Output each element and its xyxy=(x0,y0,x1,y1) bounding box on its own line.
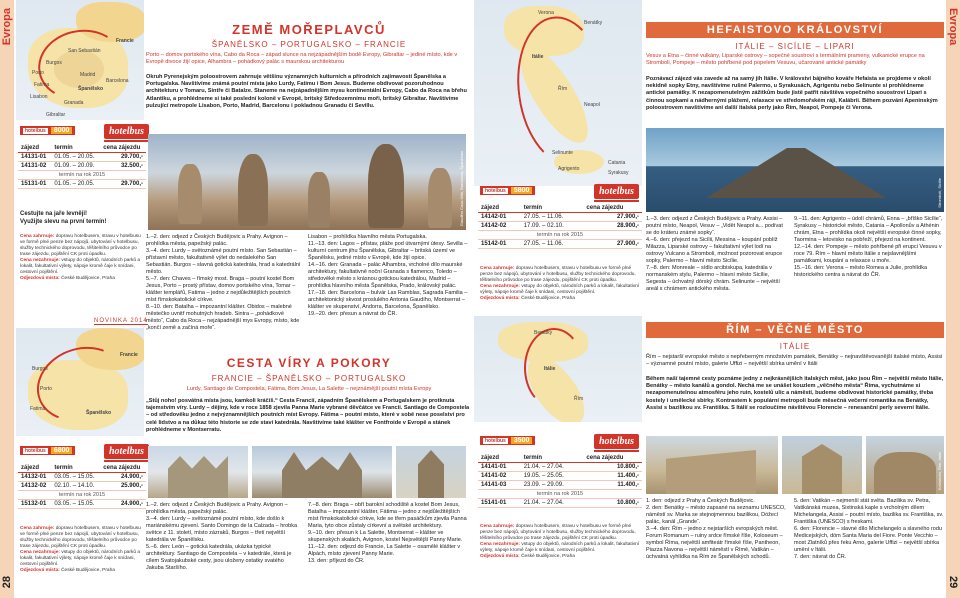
tour-code: 14132-02 xyxy=(18,482,51,491)
map-label: Španělsko xyxy=(86,410,112,416)
tour-price: 10.800,- xyxy=(583,499,642,508)
col-header: cena zájezdu xyxy=(583,454,642,463)
tour-code: 14141-03 xyxy=(478,481,521,490)
col-header: cena zájezdu xyxy=(100,464,146,473)
map-label: Itálie xyxy=(532,54,544,60)
tour2-price-badge xyxy=(20,446,75,455)
page-right-description: Poznávací zájezd vás zavede až na samý jih Itálie. V království bájného kováře Hefaista se projdeme v okolí nekidně sopky Etny, navštívíme rušné Palermo, u Syrakusách, Agrigentu nebo Selinunte si prohlédneme antické památky. K nezapomenutelným zážitkům bude jistě patřit návštěva vopečného souostroví Lipari s činnou sopkami a nádhernými plážemi, relaxace ve středomořském ráji, Kalábrii. Během pozvání Apeninským poloostrovem navštívíme ani další italská perly jako Řím, Neapol, Pompeje či Verona. xyxy=(646,76,938,111)
map-label: Řím xyxy=(558,86,568,92)
table-row[interactable] xyxy=(478,472,642,481)
tour-date: 27.05. – 11.06. xyxy=(521,213,584,222)
table-row[interactable] xyxy=(18,162,146,171)
tour4-itinerary-a: 1. den: odjezd z Prahy a Českých Budějovic. 2. den: Benátky – město zapsané na seznamu UNESCO, náměstí sv. Marka se stejnojmennou bazilikou, Dóžecí palác, kanál „Grande“. 3.–4. den: Řím – jedno z nejstarších evropských měst. Forum Romanum – ruiny srdce římské říše, Koloseum – symbol Říma, největší amfiteátr římské říše, Pantheon, Piazza Navona – největší náměstí v Římě, Vatikán – úchvatná vyhlídka na Řím ze Španělských schodů. xyxy=(646,498,786,560)
text: České Budějovice, Praha xyxy=(61,276,115,281)
map-label: Benátky xyxy=(584,20,603,26)
col-header: zájezd xyxy=(478,454,521,463)
hotelbus-logo: hotelbus xyxy=(594,184,639,199)
table-row[interactable] xyxy=(478,463,642,472)
tour-price: 27.900,- xyxy=(583,213,642,222)
promo-line: Cestujte na jaře levněji! xyxy=(20,211,88,217)
table-row[interactable] xyxy=(18,153,146,162)
col-header: termín xyxy=(51,464,100,473)
table-row[interactable] xyxy=(18,180,146,189)
map-label: Barcelona xyxy=(106,78,129,84)
tour-code: 15131-01 xyxy=(18,180,51,189)
map-label: Selinunte xyxy=(552,150,573,156)
page-right-title-2: ŘÍM – VĚČNÉ MĚSTO xyxy=(646,322,944,338)
photo-cathedral-2 xyxy=(252,446,392,498)
map-label: Syrakusy xyxy=(608,170,629,176)
photo-gaudi-rooftop xyxy=(148,134,466,230)
tour3-conditions xyxy=(480,266,640,302)
map-label: Francie xyxy=(116,38,134,44)
tour2-itinerary-b: 7.–8. den: Braga – obří barokní schodiště a kostel Bom Jesus, Batalha – impozantní klášter, Fátima – jedno z nejdůležitějších míst římskokatolické církve, kde se třem pasáčkům zjevila Panna Maria, tyto obce zůstaly církevní a světské architektury. 9.–10. den: přesun k La Salette, Montserrat – klášter ve skupenských skalách, Avignon, kostel Nejsvětější Panny Marie. 11.–12. den: odjezd do Francie, La Salette – osamělé klášter v Alpách, místo zjevení Panny Marie. 13. den: příjezd do ČR. xyxy=(308,502,467,564)
table-subheader: termín na rok 2015 xyxy=(478,231,642,240)
page-left-intro: Porto – domov portského vína, Cabo da Roca – západ slunce na nejzápadnějším bodě Evropy, Gibraltar – jediné místo, kde v Evropě divoce žijí opice, Alhambra – pohádkový palác s maurskou architekturou xyxy=(146,52,458,66)
tour2-conditions xyxy=(20,526,146,574)
table-row[interactable] xyxy=(478,499,642,508)
tour-price: 32.500,- xyxy=(100,162,146,171)
table-row[interactable] xyxy=(18,482,146,491)
col-header: termín xyxy=(51,144,100,153)
table-row[interactable] xyxy=(18,473,146,482)
col-header: termín xyxy=(521,454,584,463)
label: Cena nezahrnuje: xyxy=(20,258,60,263)
tour-price: 28.900,- xyxy=(583,222,642,231)
tour4-itinerary-b: 5. den: Vatikán – nejmenší stát světa. Bazilika sv. Petra, Vatikánská muzea, Sixtinská kaple s vrcholným dílem Michelangela, Assisi – poutní místo, bazilika sv. Františka, sv. Františka (UNESCO) s freskami. 6. den: Florencie – slavné dílo Michelangelo a slavného rodu Medicejských, dóm Santa Maria del Fiore. Ponte Vecchio – most Zlatníků přes řeku Arno, galerie Uffizi – největší sbírka umění v Itálii. 7. den: návrat do ČR. xyxy=(794,498,944,560)
label: Cena zahrnuje: xyxy=(20,526,55,531)
page-left-description-2: „Stůj noho! posvátná místa jsou, kamkoli kráčíš.“ Cesta Francií, západním Španělskem a Portugalskem je protknuta tajemstvím víry. Lurdy – dějiny, kde v roce 1858 zjevila Panna Marie vybrané děvčátce ve Francii. Santiago de Compostela – od středověku jedno z nejvýznamnějších poutních míst Evropy. Fátima – poutní místo, které v sobě nese poselství pro celé lidstvo a na důkaz této historie se zde staví katedrála. Navštívíme také klášter ve Fontfroide v Evropě a stánek prohlédneme v Montserratu. xyxy=(146,398,470,433)
tour2-badge-value: 6800 xyxy=(51,447,73,454)
bus-icon: hotelbus xyxy=(485,437,506,444)
tour-date: 21.04. – 27.04. xyxy=(521,463,584,472)
map-label: Fatima xyxy=(34,82,50,88)
tour-code: 14132-01 xyxy=(18,473,51,482)
text: dopravu hotelbusem, stravu v hotelbusu ve formě plné penze bez nápojů, ubytování v hotelbusu, služby technického doprovodu, těšitelního průvodce po trase zájezdu, pojištění CK proti úpadku. xyxy=(480,524,636,541)
tour-price: 11.400,- xyxy=(583,481,642,490)
col-header: zájezd xyxy=(478,204,521,213)
italy-map-2 xyxy=(474,316,642,422)
photo-cathedral-1 xyxy=(148,446,248,498)
map-label: Burgos xyxy=(46,60,62,66)
iberia-map-2 xyxy=(16,328,144,436)
label: Cena zahrnuje: xyxy=(20,234,55,239)
text: České Budějovice, Praha xyxy=(61,568,115,573)
map-label: Burgos xyxy=(32,366,48,372)
tour-date: 23.09. – 29.09. xyxy=(521,481,584,490)
photo-cathedral-3 xyxy=(396,446,466,498)
label: Cena zahrnuje: xyxy=(480,266,515,271)
tour-price: 27.900,- xyxy=(583,240,642,249)
tour4-date-table xyxy=(478,454,642,508)
hotelbus-logo: hotelbus xyxy=(104,124,149,139)
bus-icon: hotelbus xyxy=(25,127,46,134)
iberia-map-1 xyxy=(16,0,144,120)
page-right-subtitle-2: ITÁLIE xyxy=(779,342,811,351)
tour-code: 14141-01 xyxy=(478,463,521,472)
tour-date: 27.05. – 11.06. xyxy=(521,240,584,249)
map-label: Gibraltar xyxy=(46,112,66,118)
map-label: Granada xyxy=(64,100,84,106)
tour4-badge-value: 3500 xyxy=(511,437,533,444)
col-header: zájezd xyxy=(18,464,51,473)
page-left-intro-2: Lurdy, Santiago de Compostela, Fátima, Bom Jesus, La Salette – nejznámější poutní místa Evropy xyxy=(186,386,432,392)
tour-date: 03.05. – 15.05. xyxy=(51,473,100,482)
tour4-conditions xyxy=(480,524,640,560)
map-label: Francie xyxy=(120,352,138,358)
tour-price: 29.700,- xyxy=(100,153,146,162)
col-header: cena zájezdu xyxy=(100,144,146,153)
tour-code: 14131-01 xyxy=(18,153,51,162)
page-left-description: Okruh Pyrenejským poloostrovem zahrnuje většinu významných kulturních a přírodních zajímavostí Španělska a Portugalska. Navštívíme známá poutní místa jako Lurdy, Fatimu i Bom Jesus. Budeme obdivovat pozoruhodnou architekturu v Tomaru, Sintře či Batalze. Staneme na nejzápadnějším mysu kontinentální Evropy, Cabo da Roca na břehu Atlantiku, a prohlédneme si také poslední koloně v Evropě, britský Středozemnímu moři, britský Gibraltar. Navštívíme pulzující metropole Lisabon, Porto, Madrid, Barcelonu i pokladnou Granadu či Sevillu. xyxy=(146,74,467,109)
tour1-badge-value: 8000 xyxy=(51,127,73,134)
table-row[interactable] xyxy=(18,500,146,509)
tour1-price-badge xyxy=(20,126,75,135)
map-label: Verona xyxy=(538,10,554,16)
map-label: Fatima xyxy=(30,406,46,412)
map-label: Lisabon xyxy=(30,94,48,100)
tour-date: 02.10. – 14.10. xyxy=(51,482,100,491)
label: Odjezdová místa: xyxy=(20,276,60,281)
hotelbus-logo: hotelbus xyxy=(104,444,149,459)
tour-price: 24.900,- xyxy=(100,500,146,509)
map-label: Španělsko xyxy=(78,86,104,92)
text: České Budějovice, Praha xyxy=(521,296,575,301)
map-label: Porto xyxy=(32,70,44,76)
left-region-label: Evropa xyxy=(1,8,13,46)
table-subheader: termín na rok 2015 xyxy=(18,171,146,180)
table-row[interactable] xyxy=(478,213,642,222)
hotelbus-logo: hotelbus xyxy=(594,434,639,449)
col-header: termín xyxy=(521,204,584,213)
photo-colosseum xyxy=(866,436,944,494)
page-right-description-2: Během naší tajemné cesty poznáme jedny z nejkrásnějších italských měst, jako jsou Řím – největší město Itálie, Benátky – město kanálů a gondol. Nechá me se unášet kouzlem „věčného města“ Říma, vychutnáme si nezapomenutelnou atmosféru jeho ruin, kostelů ulic a náměstí, budeme obdivovat historické památky, třeba kostely i umělecké sbírky. Kontrastem k populární metropoli bude měsečná večerní romantika na Benátky, Assisi s bazilikou sv. Františka. S Itálií se rozloučíme návštěvou Florencie – renesanční perly severní Itálie. xyxy=(646,376,944,411)
table-row[interactable] xyxy=(478,222,642,231)
col-header: cena zájezdu xyxy=(583,204,642,213)
photo-caption: Koloseum, Řím, Itálie xyxy=(937,451,942,490)
table-subheader: termín na rok 2015 xyxy=(478,490,642,499)
tour2-itinerary-a: 1.–2. den: odjezd z Českých Budějovic a Prahy. Avignon – prohlídka města, papežský palác. 3.–4. den: Lurdy – světoznámé poutní místo, kde došlo k mariánskému zjevení. Santo Domingo de la Calzada – hrobka světce z 11. století, místo zázraků, Burgos – třetí největší katedrála ve Španělsku. 5.–6. den: León – gotická katedrála, ukázka typické architektury. Santiago de Compostela – v katedrále, která je cílem Svatojakubské cesty, jsou uloženy ostatky svatého Jakuba Staršího. xyxy=(146,502,298,571)
tour3-badge-value: 5800 xyxy=(511,187,533,194)
table-row[interactable] xyxy=(478,240,642,249)
tour4-price-badge xyxy=(480,436,535,445)
tour-date: 01.09. – 20.09. xyxy=(51,162,100,171)
page-left-title-2: CESTA VÍRY A POKORY xyxy=(226,356,392,370)
tour-code: 14142-02 xyxy=(478,222,521,231)
text: vstupy do objektů, národních parků a lokalit, fakultativní výlety, nápoje kromě čaje k snídani, cestovní pojištění. xyxy=(20,550,140,567)
page-right-intro: Vesuv a Etna – činné vulkány, Liparské ostrovy – sopečné soustroví s termálními prameny, vulkanické erupce na Stromboli, Pompeje – město pohřbené pod popelem Vesuvu, učarované antické památky xyxy=(646,53,925,67)
text: vstupy do objektů, národních parků a lokalit, fakultativní výlety, nápoje kromě čaje k snídani, cestovní pojištění. xyxy=(20,258,140,275)
tour-code: 14142-01 xyxy=(478,213,521,222)
page-left-subtitle-2: FRANCIE – ŠPANĚLSKO – PORTUGALSKO xyxy=(211,374,407,383)
bus-icon: hotelbus xyxy=(485,187,506,194)
tour3-price-badge xyxy=(480,186,535,195)
text: dopravu hotelbusem, stravu v hotelbusu ve formě plné penze bez nápojů, ubytování v hotelbusu, služby technického doprovodu, těšitelního průvodce po trase zájezdu, pojištění CK proti úpadku. xyxy=(20,526,141,549)
text: dopravu hotelbusem, stravu v hotelbusu ve formě plné penze bez nápojů, ubytování v hotelbusu, služby technického doprovodu, těšitelního průvodce po trase zájezdu, pojištění CK proti úpadku. xyxy=(480,266,636,283)
label: Cena zahrnuje: xyxy=(480,524,515,529)
tour-code: 15132-01 xyxy=(18,500,51,509)
tour-price: 29.700,- xyxy=(100,180,146,189)
map-label: Catania xyxy=(608,160,626,166)
map-label: Neapol xyxy=(584,102,600,108)
tour1-promo xyxy=(20,210,146,226)
tour3-itinerary-a: 1.–3. den: odjezd z Českých Budějovic a Prahy. Assisi – poutní místo, Neapol, Vesuv – „Vidět Neapol a... podívat se do kráteru známé sopky“. 4.–6. den: přejezd na Sicílii, Messina – koupání poblíž Milazza, Liparské ostrovy – fakultativní výlet lodí na ostrovy Vulcano a Stromboli, možnost pozorovat erupce sopky, Palermo – hlavní město Sicílie. 7.–8. den: Monreale – sídlo arcibiskupa, katedrála v normanském stylu, Palermo – hlavní město Sicílie, Segesta – úchvatný dórský chrám. Selinunte – největší areál s chrámem antického města. xyxy=(646,216,783,292)
tour3-itinerary-b: 9.–11. den: Agrigento – údolí chrámů, Enna – „bříško Sicílie“, Syrakusy – historické město, Catania – Apollonův a Athénin chrám, Etna – prohlídka okolí největší evropské činné sopky, Taormina – letovisko na pobřeží, přejezd na kontinent. 12.–14. den: Pompeje – město pohřbené při erupci Vesuvu v roce 79. Řím – hlavní město Itálie s nejslavnějšími památkami, koupání a relaxace u moře. 15.–16. den: Verona – město Romea a Julie, prohlídka historického centra a návrat do ČR. xyxy=(794,216,943,278)
label: Odjezdová místa: xyxy=(480,296,520,301)
text: dopravu hotelbusem, stravu v hotelbusu ve formě plné penze bez nápojů, ubytování v hotelbusu, služby technického doprovodu, těšitelního průvodce po trase zájezdu, pojištění CK proti úpadku. xyxy=(20,234,141,257)
text: České Budějovice, Praha xyxy=(521,554,575,559)
tour-date: 01.05. – 20.05. xyxy=(51,180,100,189)
promo-line: Využijte slevu na první termín! xyxy=(20,219,107,225)
photo-caption: Gaudiho Casa Milà, Barcelona, Španělsko xyxy=(459,150,464,226)
table-subheader: termín na rok 2015 xyxy=(18,491,146,500)
tour-code: 14131-02 xyxy=(18,162,51,171)
map-label: Porto xyxy=(40,386,52,392)
map-label: Benátky xyxy=(534,330,553,336)
page-right-intro-2: Řím – nejstarší evropské město s nepřeberným množstvím památek, Benátky – nejnavštěvovanější italské místo, Assisi – významné poutní místo, galerie Uffizi – největší sbírka umění v Itálii xyxy=(646,354,943,368)
label: Odjezdová místa: xyxy=(20,568,60,573)
map-label: Řím xyxy=(574,396,584,402)
map-label: San Sebastián xyxy=(68,48,101,54)
right-edge-tab xyxy=(946,0,960,598)
table-row[interactable] xyxy=(478,481,642,490)
right-page-number: 29 xyxy=(947,575,959,588)
label: Cena nezahrnuje: xyxy=(480,542,520,547)
italy-map-1 xyxy=(474,0,642,186)
text: vstupy do objektů, národních parků a lokalit, fakultativní výlety, nápoje kromě čaje k snídani, cestovní pojištění. xyxy=(480,284,640,295)
col-header: zájezd xyxy=(18,144,51,153)
left-page-number: 28 xyxy=(1,575,13,588)
left-edge-tab xyxy=(0,0,14,598)
page-left-subtitle: ŠPANĚLSKO – PORTUGALSKO – FRANCIE xyxy=(211,40,407,49)
map-label: Madrid xyxy=(80,72,96,78)
label: Cena nezahrnuje: xyxy=(480,284,520,289)
label: Odjezdová místa: xyxy=(480,554,520,559)
tour1-itinerary-a: 1.–2. den: odjezd z Českých Budějovic a Prahy. Avignon – prohlídka města, papežský palác. 3.–4. den: Lurdy – světoznámé poutní místo. San Sebastián – přístavní město, fakultativně výlet do nedalekého San Sebastián. Burgos – slavná gotická katedrála, hrad a katedrální město. 5.–7. den: Chaves – římský most. Braga – poutní kostel Bom Jesus, Porto – prostý přístav, domov portského vína, Tomar – klášter templářů, Fatima – jedno z nejdůležitějších poutních míst římskokatolické církve. 8.–10. den: Batalha – impozantní klášter. Obidos – malebné městečko uvnitř mohutných hradeb. Sintra – „pohádkové město“, Cabo da Roca – nejzápadnější mys Evropy, místo, kde „končí země a začíná moře“. xyxy=(146,234,301,331)
page-right-title: HEFAISTOVO KRÁLOVSTVÍ xyxy=(646,22,944,38)
photo-stromboli xyxy=(646,128,944,212)
tour-date: 01.05. – 20.05. xyxy=(51,153,100,162)
page-right-subtitle: ITÁLIE – SICÍLIE – LIPARI xyxy=(735,42,855,51)
photo-rome-1 xyxy=(646,436,778,494)
tour-price: 10.800,- xyxy=(583,463,642,472)
tour-date: 19.05. – 25.05. xyxy=(521,472,584,481)
map-label: Itálie xyxy=(544,366,556,372)
tour-code: 15142-01 xyxy=(478,240,521,249)
bus-icon: hotelbus xyxy=(25,447,46,454)
tour1-conditions xyxy=(20,234,146,282)
novinka-label: NOVINKA 2014 xyxy=(94,318,148,324)
map-label: Agrigento xyxy=(558,166,580,172)
text: vstupy do objektů, národních parků a lokalit, fakultativní výlety, nápoje kromě čaje k snídani, cestovní pojištění. xyxy=(480,542,640,553)
tour2-date-table xyxy=(18,464,146,509)
tour-date: 21.04. – 27.04. xyxy=(521,499,584,508)
photo-caption: Stromboli, Sicílie xyxy=(937,178,942,208)
tour1-date-table xyxy=(18,144,146,189)
tour-price: 24.900,- xyxy=(100,473,146,482)
tour-code: 15141-01 xyxy=(478,499,521,508)
tour-date: 17.09. – 02.10. xyxy=(521,222,584,231)
tour3-date-table xyxy=(478,204,642,249)
right-region-label: Evropa xyxy=(947,8,959,46)
page-left-title: ZEMĚ MOŘEPLAVCŮ xyxy=(232,22,386,37)
tour-code: 14141-02 xyxy=(478,472,521,481)
tour-price: 25.900,- xyxy=(100,482,146,491)
tour1-itinerary-b: Lisabon – prohlídka hlavního města Portugalska. 11.–13. den: Lagos – přístav, pláže pod útvarnými útesy. Sevilla – kulturní centrum jihu Španělska, Gibraltar – britská území ve Španělsku, jediné místo v Evropě, kde žijí opice. 14.–16. den: Granada – palác Alhambra, vrcholné dílo maurské architektury, fakultativně noční Granada s flamenco, Toledo – středověké město s krásnou gotickou katedrálou, Madrid – prohlídka hlavního města Španělska, Prado, královský palác. 17.–18. den: Barcelona – bulvár Las Ramblas, Sagrada Familia – architektonický skvost proslulého Antonia Gaudího, Montserrat – klášter ve skupenství, Andorra, Barcelona, Španělsko. 19.–20. den: přesun a návrat do ČR. xyxy=(308,234,468,317)
tour-date: 03.05. – 15.05. xyxy=(51,500,100,509)
tour-price: 11.400,- xyxy=(583,472,642,481)
photo-rome-2 xyxy=(782,436,862,494)
label: Cena nezahrnuje: xyxy=(20,550,60,555)
